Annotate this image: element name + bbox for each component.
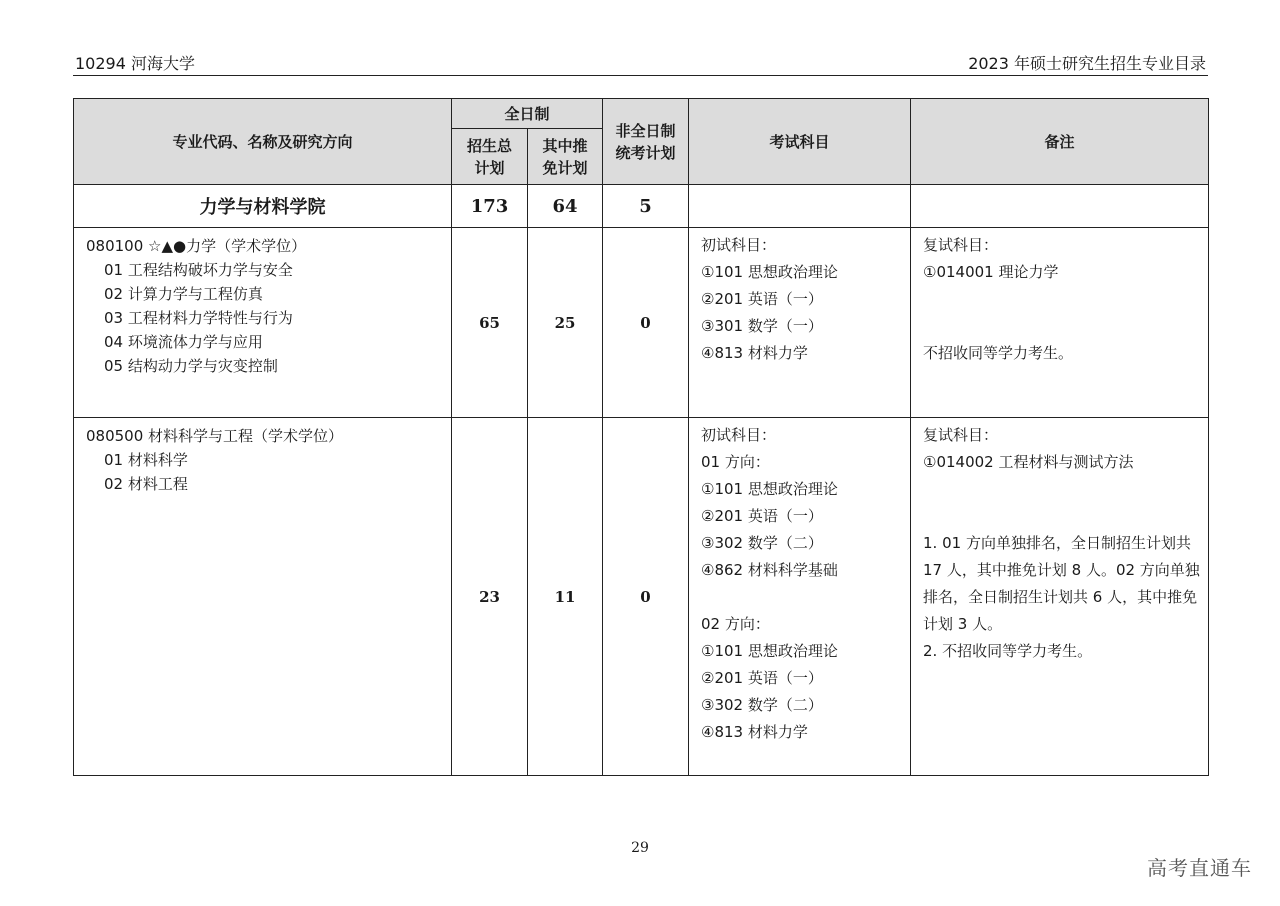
- header-exempt-line2: 免计划: [542, 158, 588, 177]
- header-part-time-line2: 统考计划: [615, 143, 676, 162]
- header-notes: 备注: [911, 99, 1209, 185]
- spacer: [923, 476, 1208, 503]
- header-rule: [73, 75, 1208, 76]
- catalog-table: [73, 98, 1209, 776]
- retest-heading: 复试科目：: [923, 236, 999, 254]
- college-part-time: 5: [603, 185, 689, 228]
- major-cell: [74, 418, 452, 776]
- header-enroll-total: [452, 129, 528, 185]
- header-university: 10294 河海大学: [75, 54, 195, 73]
- exam-subject: ③301 数学（一）: [701, 317, 823, 335]
- note-text: 1. 01 方向单独排名，全日制招生计划共 17 人，其中推免计划 8 人。02 方向单独排名，全日制招生计划共 6 人，其中推免计划 3 人。: [923, 534, 1200, 633]
- college-notes-empty: [911, 185, 1209, 228]
- header-part-time-line1: 非全日制: [615, 121, 676, 140]
- major-exempt: 25: [528, 228, 603, 418]
- exam-heading: 初试科目：: [701, 426, 777, 444]
- direction-item: 03 工程材料力学特性与行为: [104, 309, 293, 327]
- header-exempt: [528, 129, 603, 185]
- note-text: 不招收同等学力考生。: [923, 344, 1074, 362]
- college-row: [74, 185, 1209, 228]
- spacer: [923, 286, 1208, 313]
- spacer: [701, 584, 910, 611]
- page-number: 29: [631, 840, 649, 856]
- major-row-materials: [74, 418, 1209, 776]
- major-total: 65: [452, 228, 528, 418]
- header-full-time: 全日制: [452, 99, 603, 129]
- exam-subject: ①101 思想政治理论: [701, 642, 838, 660]
- watermark: 高考直通车: [1147, 856, 1252, 880]
- header-exam: 考试科目: [689, 99, 911, 185]
- header-catalog-title: 2023 年硕士研究生招生专业目录: [968, 54, 1206, 73]
- exam-direction-heading: 02 方向：: [701, 615, 770, 633]
- major-part-time: 0: [603, 418, 689, 776]
- exam-subject: ①101 思想政治理论: [701, 480, 838, 498]
- direction-item: 01 材料科学: [104, 451, 188, 469]
- exam-subject: ③302 数学（二）: [701, 534, 823, 552]
- major-title: 080500 材料科学与工程（学术学位）: [86, 427, 344, 445]
- spacer: [923, 313, 1208, 340]
- major-part-time: 0: [603, 228, 689, 418]
- direction-item: 05 结构动力学与灾变控制: [104, 357, 278, 375]
- note-text: 2. 不招收同等学力考生。: [923, 642, 1093, 660]
- spacer: [923, 503, 1208, 530]
- exam-subject: ②201 英语（一）: [701, 669, 823, 687]
- notes-cell: [911, 418, 1209, 776]
- major-exempt: 11: [528, 418, 603, 776]
- exam-subject: ②201 英语（一）: [701, 290, 823, 308]
- direction-item: 01 工程结构破坏力学与安全: [104, 261, 293, 279]
- exam-direction-heading: 01 方向：: [701, 453, 770, 471]
- major-row-mechanics: [74, 228, 1209, 418]
- exam-subject: ④813 材料力学: [701, 723, 808, 741]
- retest-heading: 复试科目：: [923, 426, 999, 444]
- college-exempt: 64: [528, 185, 603, 228]
- direction-item: 02 计算力学与工程仿真: [104, 285, 263, 303]
- exam-cell: [689, 418, 911, 776]
- retest-subject: ①014001 理论力学: [923, 263, 1059, 281]
- direction-item: 02 材料工程: [104, 475, 188, 493]
- header-enroll-total-line2: 计划: [474, 158, 505, 177]
- header-major: 专业代码、名称及研究方向: [74, 99, 452, 185]
- exam-subject: ②201 英语（一）: [701, 507, 823, 525]
- exam-heading: 初试科目：: [701, 236, 777, 254]
- major-total: 23: [452, 418, 528, 776]
- college-exam-empty: [689, 185, 911, 228]
- college-total: 173: [452, 185, 528, 228]
- header-exempt-line1: 其中推: [542, 136, 588, 155]
- header-part-time: [603, 99, 689, 185]
- exam-cell: [689, 228, 911, 418]
- major-title: 080100 ☆▲●力学（学术学位）: [86, 237, 307, 255]
- college-name: 力学与材料学院: [74, 185, 452, 228]
- direction-item: 04 环境流体力学与应用: [104, 333, 263, 351]
- exam-subject: ③302 数学（二）: [701, 696, 823, 714]
- header-enroll-total-line1: 招生总: [466, 136, 512, 155]
- notes-cell: [911, 228, 1209, 418]
- major-cell: [74, 228, 452, 418]
- exam-subject: ①101 思想政治理论: [701, 263, 838, 281]
- retest-subject: ①014002 工程材料与测试方法: [923, 453, 1134, 471]
- exam-subject: ④862 材料科学基础: [701, 561, 838, 579]
- exam-subject: ④813 材料力学: [701, 344, 808, 362]
